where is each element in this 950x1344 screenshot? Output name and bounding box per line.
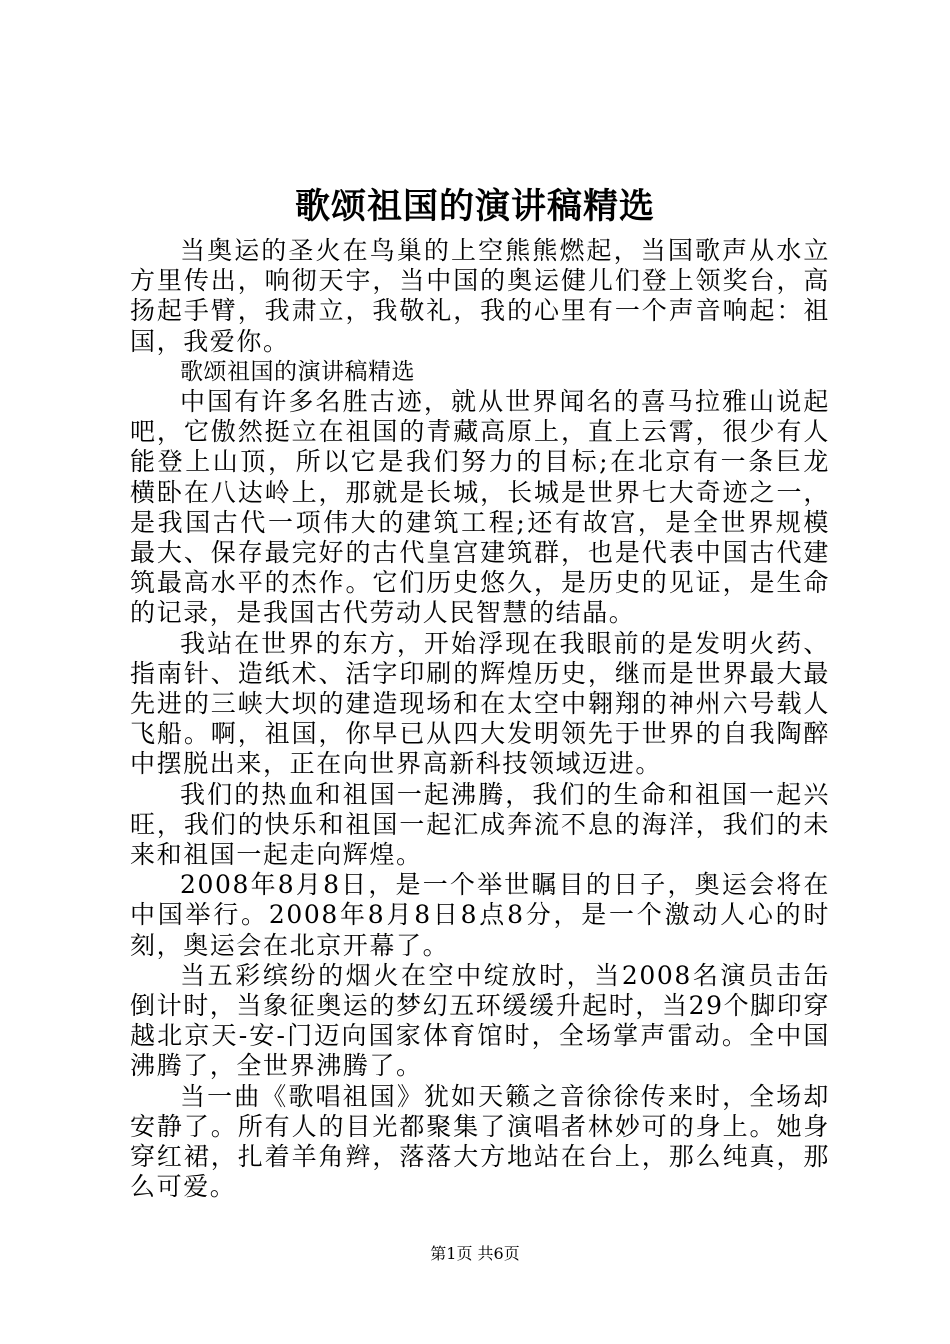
paragraph-song: 当一曲《歌唱祖国》犹如天籁之音徐徐传来时，全场却安静了。所有人的目光都聚集了演唱者林妙可的身上。她身穿红裙，扎着羊角辫，落落大方地站在台上，那么纯真，那么可爱。 bbox=[130, 1081, 830, 1202]
paragraph-olympic-flame: 当奥运的圣火在鸟巢的上空熊熊燃起，当国歌声从水立方里传出，响彻天宇，当中国的奥运健儿们登上领奖台，高扬起手臂，我肃立，我敬礼，我的心里有一个声音响起：祖国，我爱你。 bbox=[130, 236, 830, 356]
paragraph-olympic-date: 2008年8月8日，是一个举世瞩目的日子，奥运会将在中国举行。2008年8月8日8点8分，是一个激动人心的时刻，奥运会在北京开幕了。 bbox=[130, 870, 830, 960]
paragraph-landmarks: 中国有许多名胜古迹，就从世界闻名的喜马拉雅山说起吧，它傲然挺立在祖国的青藏高原上，直上云霄，很少有人能登上山顶，所以它是我们努力的目标;在北京有一条巨龙横卧在八达岭上，那就是长城，长城是世界七大奇迹之一，是我国古代一项伟大的建筑工程;还有故宫，是全世界规模最大、保存最完好的古代皇宫建筑群，也是代表中国古代建筑最高水平的杰作。它们历史悠久，是历史的见证，是生命的记录，是我国古代劳动人民智慧的结晶。 bbox=[130, 387, 830, 628]
paragraph-subheading: 歌颂祖国的演讲稿精选 bbox=[180, 358, 415, 385]
paragraph-passion: 我们的热血和祖国一起沸腾，我们的生命和祖国一起兴旺，我们的快乐和祖国一起汇成奔流不息的海洋，我们的未来和祖国一起走向辉煌。 bbox=[130, 779, 830, 870]
document-title: 歌颂祖国的演讲稿精选 bbox=[294, 186, 655, 227]
paragraph-inventions: 我站在世界的东方，开始浮现在我眼前的是发明火药、指南针、造纸术、活字印刷的辉煌历史，继而是世界最大最先进的三峡大坝的建造现场和在太空中翱翔的神州六号载人飞船。啊，祖国，你早已从四大发明领先于世界的自我陶醉中摆脱出来，正在向世界高新科技领域迈进。 bbox=[130, 628, 830, 779]
document-body bbox=[130, 236, 830, 1203]
paragraph-fireworks: 当五彩缤纷的烟火在空中绽放时，当2008名演员击缶倒计时，当象征奥运的梦幻五环缓缓升起时，当29个脚印穿越北京天-安-门迈向国家体育馆时，全场掌声雷动。全中国沸腾了，全世界沸腾了。 bbox=[130, 960, 831, 1081]
page-footer: 第1页 共6页 bbox=[430, 1244, 520, 1263]
